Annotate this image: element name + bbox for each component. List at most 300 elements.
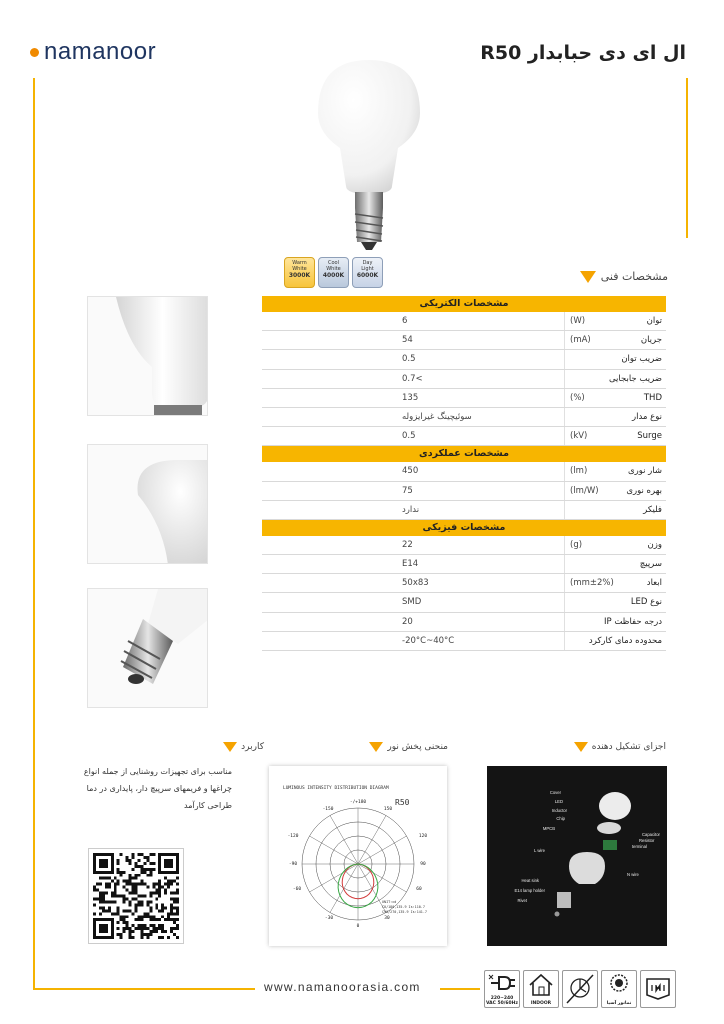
badge-standard bbox=[640, 970, 676, 1008]
qr-module bbox=[140, 933, 143, 936]
section-performance-title: مشخصات عملکردی bbox=[262, 446, 666, 462]
polar-angle-label: 60 bbox=[416, 887, 422, 892]
temp-badge-day bbox=[352, 257, 383, 288]
spec-row-electrical bbox=[262, 427, 666, 446]
spec-label: جریان bbox=[640, 335, 662, 346]
qr-module bbox=[170, 930, 173, 933]
qr-module bbox=[170, 897, 173, 900]
polar-spoke bbox=[310, 836, 358, 864]
color-temperature-badges bbox=[284, 257, 383, 288]
qr-module bbox=[93, 897, 96, 900]
qr-module bbox=[126, 856, 129, 859]
spec-value: 75 bbox=[402, 485, 413, 496]
product-photo-base bbox=[87, 588, 208, 708]
qr-module bbox=[135, 874, 138, 877]
qr-module bbox=[173, 900, 176, 903]
badge-voltage bbox=[484, 970, 520, 1008]
light-curve-heading-label: منحنی پخش نور bbox=[387, 742, 448, 752]
qr-module bbox=[155, 906, 158, 909]
spec-value: E14 bbox=[402, 559, 419, 570]
qr-module bbox=[129, 909, 132, 912]
qr-module bbox=[140, 915, 143, 918]
qr-module bbox=[137, 859, 140, 862]
spec-row-electrical bbox=[262, 408, 666, 427]
qr-module bbox=[161, 927, 164, 930]
qr-module bbox=[137, 900, 140, 903]
qr-module bbox=[167, 915, 170, 918]
qr-module bbox=[93, 886, 96, 889]
qr-module bbox=[140, 924, 143, 927]
qr-module bbox=[152, 883, 155, 886]
components-heading-label: اجزای تشکیل دهنده bbox=[591, 742, 666, 752]
qr-module bbox=[146, 900, 149, 903]
qr-module bbox=[99, 912, 102, 915]
qr-module bbox=[99, 895, 102, 898]
qr-module bbox=[129, 936, 132, 939]
qr-module bbox=[158, 936, 161, 939]
qr-module bbox=[158, 883, 161, 886]
qr-module bbox=[137, 924, 140, 927]
qr-module bbox=[99, 906, 102, 909]
qr-module bbox=[117, 871, 120, 874]
qr-module bbox=[143, 924, 146, 927]
qr-module bbox=[129, 874, 132, 877]
qr-module bbox=[140, 895, 143, 898]
spec-label: THD bbox=[643, 392, 662, 403]
qr-module bbox=[96, 889, 99, 892]
qr-module bbox=[158, 918, 161, 921]
qr-module bbox=[117, 862, 120, 865]
qr-module bbox=[167, 886, 170, 889]
qr-module bbox=[164, 892, 167, 895]
spec-row-electrical bbox=[262, 370, 666, 389]
qr-module bbox=[152, 930, 155, 933]
row-divider bbox=[564, 331, 565, 349]
qr-module bbox=[164, 906, 167, 909]
spec-unit: (g) bbox=[570, 539, 583, 550]
qr-module bbox=[140, 936, 143, 939]
row-divider bbox=[564, 613, 565, 631]
section-electrical-title: مشخصات الکتریکی bbox=[262, 296, 666, 312]
qr-module bbox=[129, 903, 132, 906]
row-divider bbox=[564, 574, 565, 592]
polar-angle-label: -150 bbox=[322, 807, 334, 812]
polar-spoke bbox=[330, 816, 358, 864]
qr-module bbox=[137, 918, 140, 921]
part-cover bbox=[599, 792, 631, 820]
temp-line2: White bbox=[292, 266, 307, 272]
qr-module bbox=[161, 886, 164, 889]
spec-label: ضریب توان bbox=[621, 354, 662, 365]
qr-module bbox=[140, 930, 143, 933]
qr-module bbox=[146, 886, 149, 889]
component-label: terminal bbox=[632, 844, 647, 849]
qr-module bbox=[126, 924, 129, 927]
spec-label: وزن bbox=[647, 539, 662, 550]
qr-module bbox=[149, 871, 152, 874]
qr-module bbox=[135, 918, 138, 921]
specs-heading bbox=[580, 270, 668, 283]
qr-module bbox=[135, 862, 138, 865]
qr-module bbox=[111, 912, 114, 915]
spec-value: SMD bbox=[402, 597, 422, 608]
qr-module bbox=[120, 936, 123, 939]
qr-module bbox=[126, 883, 129, 886]
qr-module bbox=[120, 874, 123, 877]
qr-module bbox=[111, 895, 114, 898]
qr-module bbox=[158, 889, 161, 892]
qr-module bbox=[149, 918, 152, 921]
spec-label: محدوده دمای کارکرد bbox=[588, 635, 662, 646]
qr-module bbox=[149, 906, 152, 909]
qr-module bbox=[176, 909, 179, 912]
logo-dot bbox=[30, 48, 39, 57]
qr-module bbox=[173, 912, 176, 915]
qr-module bbox=[161, 903, 164, 906]
qr-module bbox=[120, 915, 123, 918]
row-divider bbox=[564, 501, 565, 519]
qr-module bbox=[105, 883, 108, 886]
triangle-down-icon bbox=[580, 271, 596, 283]
spec-unit: (kV) bbox=[570, 431, 588, 442]
component-label: Cover bbox=[549, 790, 561, 795]
row-divider bbox=[564, 482, 565, 500]
spec-unit: (lm) bbox=[570, 466, 588, 477]
qr-module bbox=[173, 921, 176, 924]
qr-module bbox=[135, 889, 138, 892]
qr-module bbox=[146, 912, 149, 915]
qr-module bbox=[114, 883, 117, 886]
qr-module bbox=[158, 895, 161, 898]
spec-value: 0.7< bbox=[402, 373, 423, 384]
qr-module bbox=[126, 897, 129, 900]
qr-module bbox=[152, 915, 155, 918]
qr-module bbox=[132, 889, 135, 892]
qr-module bbox=[96, 897, 99, 900]
qr-module bbox=[149, 874, 152, 877]
qr-module bbox=[161, 906, 164, 909]
qr-module bbox=[132, 892, 135, 895]
badge-no-dimmer bbox=[562, 970, 598, 1008]
component-label: Chip bbox=[556, 816, 565, 821]
qr-module bbox=[96, 883, 99, 886]
qr-module bbox=[114, 895, 117, 898]
qr-module bbox=[161, 936, 164, 939]
qr-module bbox=[117, 912, 120, 915]
light-distribution-diagram bbox=[269, 766, 447, 946]
qr-module bbox=[105, 900, 108, 903]
qr-module bbox=[146, 927, 149, 930]
quality-seal-icon bbox=[602, 971, 636, 995]
qr-module bbox=[149, 895, 152, 898]
badge-indoor bbox=[523, 970, 559, 1008]
qr-module bbox=[143, 915, 146, 918]
qr-module bbox=[126, 915, 129, 918]
qr-module bbox=[164, 918, 167, 921]
qr-module bbox=[149, 900, 152, 903]
qr-module bbox=[164, 889, 167, 892]
spec-row-performance bbox=[262, 482, 666, 501]
qr-module bbox=[102, 900, 105, 903]
qr-module bbox=[140, 853, 143, 856]
qr-module bbox=[164, 877, 167, 880]
spec-value: 135 bbox=[402, 392, 419, 403]
qr-module bbox=[114, 886, 117, 889]
qr-module bbox=[123, 886, 126, 889]
row-divider bbox=[564, 312, 565, 330]
spec-row-physical bbox=[262, 613, 666, 632]
qr-module bbox=[105, 892, 108, 895]
qr-module bbox=[120, 895, 123, 898]
qr-module bbox=[123, 880, 126, 883]
qr-module bbox=[158, 909, 161, 912]
component-label: Resistor bbox=[639, 838, 655, 843]
component-label: Capacitor bbox=[642, 832, 660, 837]
qr-module bbox=[120, 933, 123, 936]
spec-label: نوع LED bbox=[630, 597, 662, 608]
polar-angle-label: 150 bbox=[383, 807, 393, 812]
spec-value: 22 bbox=[402, 539, 413, 550]
qr-module bbox=[155, 918, 158, 921]
qr-module bbox=[102, 909, 105, 912]
qr-module bbox=[149, 862, 152, 865]
qr-module bbox=[132, 877, 135, 880]
qr-module bbox=[143, 868, 146, 871]
polar-angle-label: -30 bbox=[324, 916, 334, 921]
qr-module bbox=[170, 909, 173, 912]
qr-module bbox=[149, 853, 152, 856]
qr-module bbox=[105, 877, 108, 880]
row-divider bbox=[564, 370, 565, 388]
qr-module bbox=[114, 889, 117, 892]
qr-module bbox=[170, 918, 173, 921]
qr-module bbox=[129, 930, 132, 933]
frame-line-left bbox=[33, 78, 35, 990]
qr-module bbox=[117, 868, 120, 871]
qr-module bbox=[164, 930, 167, 933]
qr-module bbox=[143, 933, 146, 936]
qr-module bbox=[137, 903, 140, 906]
spec-row-electrical bbox=[262, 350, 666, 369]
qr-module bbox=[132, 936, 135, 939]
qr-module bbox=[143, 927, 146, 930]
qr-module bbox=[161, 930, 164, 933]
qr-module bbox=[99, 892, 102, 895]
polar-angle-label: -120 bbox=[287, 834, 299, 839]
qr-module bbox=[173, 906, 176, 909]
qr-module bbox=[158, 880, 161, 883]
qr-module bbox=[126, 909, 129, 912]
qr-module bbox=[137, 874, 140, 877]
logo-text: namanoor bbox=[44, 38, 157, 65]
qr-module bbox=[132, 886, 135, 889]
qr-module bbox=[137, 915, 140, 918]
spec-value: 20 bbox=[402, 616, 413, 627]
qr-module bbox=[170, 892, 173, 895]
qr-module bbox=[167, 883, 170, 886]
polar-angle-label: 120 bbox=[418, 834, 428, 839]
qr-module bbox=[126, 859, 129, 862]
spec-value: سوئیچینگ غیرایزوله bbox=[402, 411, 472, 422]
qr-module bbox=[135, 906, 138, 909]
qr-module bbox=[129, 877, 132, 880]
qr-module bbox=[114, 892, 117, 895]
spec-row-electrical bbox=[262, 312, 666, 331]
qr-module bbox=[129, 883, 132, 886]
qr-module bbox=[173, 897, 176, 900]
temp-line1: Day bbox=[362, 260, 373, 266]
row-divider bbox=[564, 555, 565, 573]
qr-module bbox=[117, 880, 120, 883]
brand-logo bbox=[30, 38, 156, 66]
qr-module bbox=[123, 897, 126, 900]
qr-code[interactable] bbox=[88, 848, 184, 944]
qr-module bbox=[137, 883, 140, 886]
row-divider bbox=[564, 462, 565, 480]
qr-module bbox=[135, 909, 138, 912]
qr-module bbox=[140, 918, 143, 921]
qr-module bbox=[146, 859, 149, 862]
indoor-icon bbox=[524, 971, 558, 997]
qr-module bbox=[123, 915, 126, 918]
qr-module bbox=[135, 892, 138, 895]
qr-module bbox=[117, 895, 120, 898]
qr-module bbox=[117, 906, 120, 909]
temp-badge-cool bbox=[318, 257, 349, 288]
components-heading bbox=[574, 742, 666, 752]
qr-module bbox=[126, 921, 129, 924]
product-photo-angle bbox=[87, 444, 208, 564]
spec-row-performance bbox=[262, 462, 666, 481]
temp-badge-warm bbox=[284, 257, 315, 288]
qr-module bbox=[132, 930, 135, 933]
qr-module bbox=[158, 892, 161, 895]
qr-module bbox=[155, 897, 158, 900]
spec-unit: (%) bbox=[570, 392, 585, 403]
qr-module bbox=[170, 927, 173, 930]
qr-module bbox=[132, 856, 135, 859]
spec-value: 54 bbox=[402, 335, 413, 346]
part-led-board bbox=[597, 822, 621, 834]
temp-line2: Light bbox=[361, 266, 374, 272]
plug-icon bbox=[485, 971, 519, 995]
qr-module bbox=[137, 927, 140, 930]
component-label: E14 lamp holder bbox=[514, 888, 545, 893]
qr-module bbox=[176, 877, 179, 880]
qr-module bbox=[132, 912, 135, 915]
light-curve-heading bbox=[369, 742, 448, 752]
qr-module bbox=[176, 924, 179, 927]
qr-module bbox=[155, 883, 158, 886]
qr-module bbox=[173, 918, 176, 921]
qr-module bbox=[117, 933, 120, 936]
qr-module bbox=[155, 889, 158, 892]
qr-module bbox=[167, 880, 170, 883]
row-divider bbox=[564, 536, 565, 554]
qr-module bbox=[155, 927, 158, 930]
qr-module bbox=[176, 889, 179, 892]
qr-module bbox=[155, 903, 158, 906]
qr-module bbox=[146, 868, 149, 871]
temp-kelvin: 6000K bbox=[356, 272, 379, 279]
qr-module bbox=[117, 909, 120, 912]
qr-module bbox=[149, 868, 152, 871]
page-title: ال ای دی حبابدار R50 bbox=[480, 42, 686, 64]
spec-row-physical bbox=[262, 536, 666, 555]
qr-module bbox=[140, 868, 143, 871]
qr-module bbox=[140, 927, 143, 930]
qr-module bbox=[126, 880, 129, 883]
spec-row-physical bbox=[262, 632, 666, 651]
qr-module bbox=[176, 936, 179, 939]
qr-module bbox=[140, 865, 143, 868]
qr-module bbox=[129, 880, 132, 883]
polar-legend-text: C90/270,135.9 Is:141.7 bbox=[382, 910, 427, 914]
qr-module bbox=[108, 886, 111, 889]
qr-module bbox=[114, 900, 117, 903]
part-rivet bbox=[555, 912, 560, 917]
polar-legend-text: UNIT:cd bbox=[382, 900, 397, 904]
polar-spoke bbox=[310, 864, 358, 892]
component-label: Inductor bbox=[551, 808, 567, 813]
polar-angle-label: 0 bbox=[356, 924, 360, 929]
spec-value: 0.5 bbox=[402, 431, 416, 442]
qr-module bbox=[170, 880, 173, 883]
diagram-title: LUMINOUS INTENSITY DISTRIBUTION DIAGRAM bbox=[283, 786, 389, 791]
qr-module bbox=[126, 927, 129, 930]
spec-label: Surge bbox=[637, 431, 662, 442]
qr-module bbox=[167, 912, 170, 915]
spec-value: 50x83 bbox=[402, 578, 429, 589]
qr-module bbox=[123, 921, 126, 924]
qr-module bbox=[176, 906, 179, 909]
qr-module bbox=[173, 880, 176, 883]
qr-module bbox=[135, 897, 138, 900]
component-label: MPCB bbox=[542, 826, 555, 831]
spec-value: 6 bbox=[402, 316, 408, 326]
qr-module bbox=[129, 933, 132, 936]
certification-badges bbox=[484, 970, 676, 1008]
qr-module bbox=[129, 859, 132, 862]
qr-module bbox=[176, 927, 179, 930]
qr-module bbox=[132, 897, 135, 900]
qr-module bbox=[146, 903, 149, 906]
qr-module bbox=[114, 877, 117, 880]
spec-row-electrical bbox=[262, 389, 666, 408]
qr-module bbox=[170, 883, 173, 886]
qr-module bbox=[167, 918, 170, 921]
qr-module bbox=[149, 892, 152, 895]
qr-module bbox=[102, 897, 105, 900]
qr-module bbox=[111, 900, 114, 903]
qr-module bbox=[146, 856, 149, 859]
row-divider bbox=[564, 350, 565, 368]
qr-module bbox=[143, 895, 146, 898]
spec-row-electrical bbox=[262, 331, 666, 350]
qr-module bbox=[140, 900, 143, 903]
website-url[interactable]: www.namanoorasia.com bbox=[264, 980, 421, 994]
qr-finder bbox=[99, 859, 108, 868]
qr-module bbox=[135, 886, 138, 889]
qr-module bbox=[152, 892, 155, 895]
qr-module bbox=[158, 927, 161, 930]
qr-module bbox=[155, 930, 158, 933]
spec-label: نوع مدار bbox=[631, 411, 662, 422]
section-physical-title: مشخصات فیزیکی bbox=[262, 520, 666, 536]
qr-module bbox=[135, 883, 138, 886]
spec-label: سرپیچ bbox=[639, 559, 662, 570]
polar-angle-label: -/+180 bbox=[349, 800, 367, 805]
